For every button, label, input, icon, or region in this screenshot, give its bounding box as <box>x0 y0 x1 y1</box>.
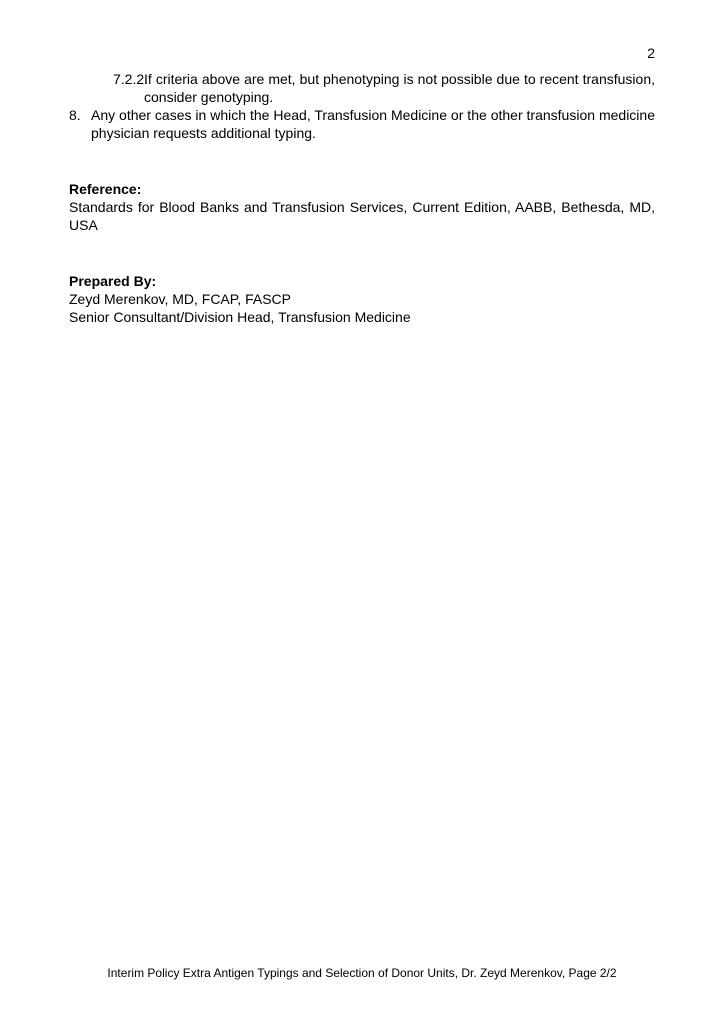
list-subitem-text: If criteria above are met, but phenotyping is not possible due to recent transfusion, consider genotyping. <box>144 71 655 105</box>
list-item-text: Any other cases in which the Head, Transfusion Medicine or the other transfusion medicine physician requests additional typing. <box>91 107 655 141</box>
prepared-by-section <box>69 272 655 326</box>
page-number: 2 <box>647 45 655 61</box>
list-item-8 <box>69 106 655 142</box>
prepared-by-title: Senior Consultant/Division Head, Transfusion Medicine <box>69 309 411 325</box>
page-footer: Interim Policy Extra Antigen Typings and Selection of Donor Units, Dr. Zeyd Merenkov, Page 2/2 <box>107 966 617 980</box>
reference-section <box>69 180 655 234</box>
list-item-number: 8. <box>69 107 81 123</box>
document-body <box>69 70 655 326</box>
list-subitem-number: 7.2.2. <box>113 71 149 87</box>
reference-text: Standards for Blood Banks and Transfusion Services, Current Edition, AABB, Bethesda, MD, USA <box>69 199 655 233</box>
reference-heading: Reference: <box>69 181 142 197</box>
prepared-by-heading: Prepared By: <box>69 273 157 289</box>
list-subitem-7-2-2 <box>113 70 655 106</box>
prepared-by-name: Zeyd Merenkov, MD, FCAP, FASCP <box>69 291 291 307</box>
